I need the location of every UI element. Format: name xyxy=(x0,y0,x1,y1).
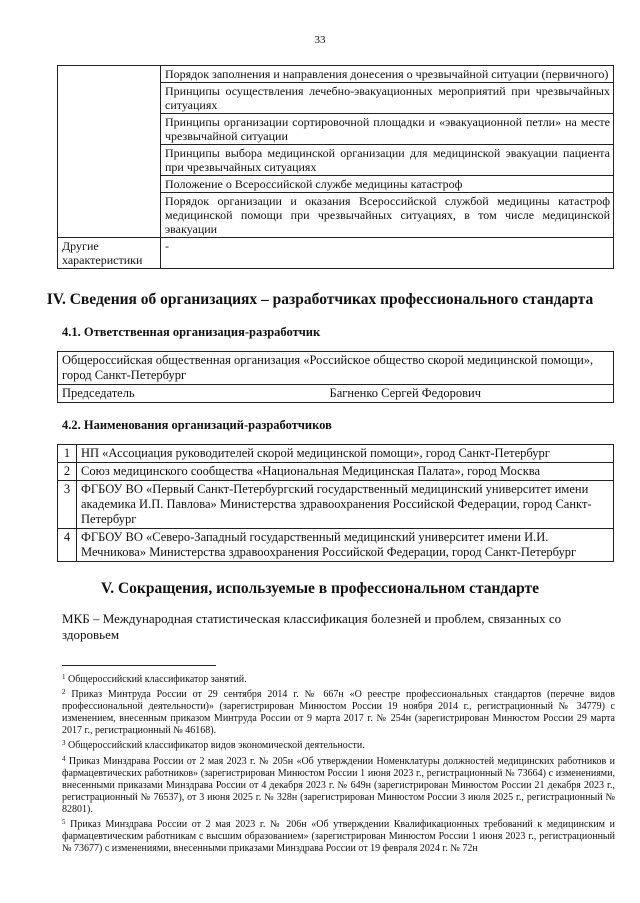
section-iv-title: IV. Сведения об организациях – разработчиках профессионального стандарта xyxy=(46,291,594,308)
left-empty-cell xyxy=(58,66,161,238)
table-row xyxy=(58,463,614,481)
abbreviation-mkb: МКБ – Международная статистическая классификация болезней и проблем, связанных со здоровьем xyxy=(62,611,562,642)
table-row xyxy=(58,238,614,269)
row-number: 2 xyxy=(58,463,77,481)
footnote: $^2$ Приказ Минтруда России от 29 сентября 2014 г. № 667н «О реестре профессиональных стандартов (перечне видов профессиональной деятельности)» (зарегистрирован Минюстом России 19 ноября 2014 г., регистрационный № 34779) с изменением, внесенным приказом Минтруда России от 9 марта 2017 г. № 254н (зарегистрирован Минюстом России 29 марта 2017 г., регистрационный № 46168). xyxy=(62,688,615,737)
table-row xyxy=(58,352,614,385)
table-cell: Принципы выбора медицинской организации для медицинской эвакуации пациента при чрезвычайных ситуациях xyxy=(161,145,614,176)
developer-name: Союз медицинского сообщества «Национальная Медицинская Палата», город Москва xyxy=(77,463,614,481)
table-row xyxy=(58,385,614,403)
footnotes xyxy=(62,671,615,855)
table-row xyxy=(58,66,614,83)
table-cell: Положение о Всероссийской службе медицины катастроф xyxy=(161,176,614,193)
row-number: 3 xyxy=(58,481,77,529)
table-cell: Принципы осуществления лечебно-эвакуационных мероприятий при чрезвычайных ситуациях xyxy=(161,83,614,114)
footnote: $^4$ Приказ Минздрава России от 2 мая 2023 г. № 205н «Об утверждении Номенклатуры должностей медицинских работников и фармацевтических работников» (зарегистрирован Минюстом России 1 июня 2023 г., регистрационный № 73664) с изменениями, внесенными приказами Минздрава России от 4 декабря 2023 г. № 649н (зарегистрирован Минюстом России 21 декабря 2023 г., регистрационный № 76537), от 3 июня 2025 г. № 328н (зарегистрирован Минюстом России 3 июля 2025 г., регистрационный № 82801). xyxy=(62,754,616,815)
other-characteristics-label: Другие характеристики xyxy=(58,238,161,269)
chair-label: Председатель xyxy=(62,386,135,400)
responsible-org-table xyxy=(57,351,614,403)
footnote: $^3$ Общероссийский классификатор видов экономической деятельности. xyxy=(62,739,365,752)
table-cell: Порядок организации и оказания Всероссийской службой медицины катастроф медицинской помощи при чрезвычайных ситуациях, в том числе медицинской эвакуации xyxy=(161,193,614,238)
chair-row xyxy=(58,385,614,403)
subsection-4-1-title: 4.1. Ответственная организация-разработчик xyxy=(62,325,321,339)
developer-name: ФГБОУ ВО «Северо-Западный государственный медицинский университет имени И.И. Мечникова» Министерства здравоохранения Российской Федерации, город Санкт-Петербург xyxy=(77,529,614,562)
developer-name: НП «Ассоциация руководителей скорой медицинской помощи», город Санкт-Петербург xyxy=(77,445,614,463)
section-v-title: V. Сокращения, используемые в профессиональном стандарте xyxy=(101,580,539,597)
table-row xyxy=(58,481,614,529)
footnote: $^1$ Общероссийский классификатор занятий. xyxy=(62,673,247,685)
table-row xyxy=(58,529,614,562)
row-number: 1 xyxy=(58,445,77,463)
page-number: 33 xyxy=(314,34,326,46)
developer-name: ФГБОУ ВО «Первый Санкт-Петербургский государственный медицинский университет имени академика И.П. Павлова» Министерства здравоохранения Российской Федерации, город Санкт-Петербург xyxy=(77,481,614,529)
table-row xyxy=(58,445,614,463)
subsection-4-2-title: 4.2. Наименования организаций-разработчиков xyxy=(62,418,332,432)
other-characteristics-value: - xyxy=(161,238,614,269)
responsible-org-name: Общероссийская общественная организация «Российское общество скорой медицинской помощи», город Санкт-Петербург xyxy=(58,352,614,385)
knowledge-continuation-table xyxy=(57,65,614,269)
table-cell: Принципы организации сортировочной площадки и «эвакуационной петли» на месте чрезвычайной ситуации xyxy=(161,114,614,145)
footnote-divider xyxy=(62,665,216,666)
developer-orgs-table xyxy=(57,444,614,562)
footnote: $^5$ Приказ Минздрава России от 2 мая 2023 г. № 206н «Об утверждении Квалификационных требований к медицинским и фармацевтическим работникам с высшим образованием» (зарегистрирован Минюстом России 1 июня 2023 г., регистрационный № 73677) с изменениями, внесенными приказами Минздрава России от 19 февраля 2024 г. № 72н xyxy=(62,818,615,855)
row-number: 4 xyxy=(58,529,77,562)
chair-name: Багненко Сергей Федорович xyxy=(329,386,481,400)
table-cell: Порядок заполнения и направления донесения о чрезвычайной ситуации (первичного) xyxy=(161,66,614,83)
